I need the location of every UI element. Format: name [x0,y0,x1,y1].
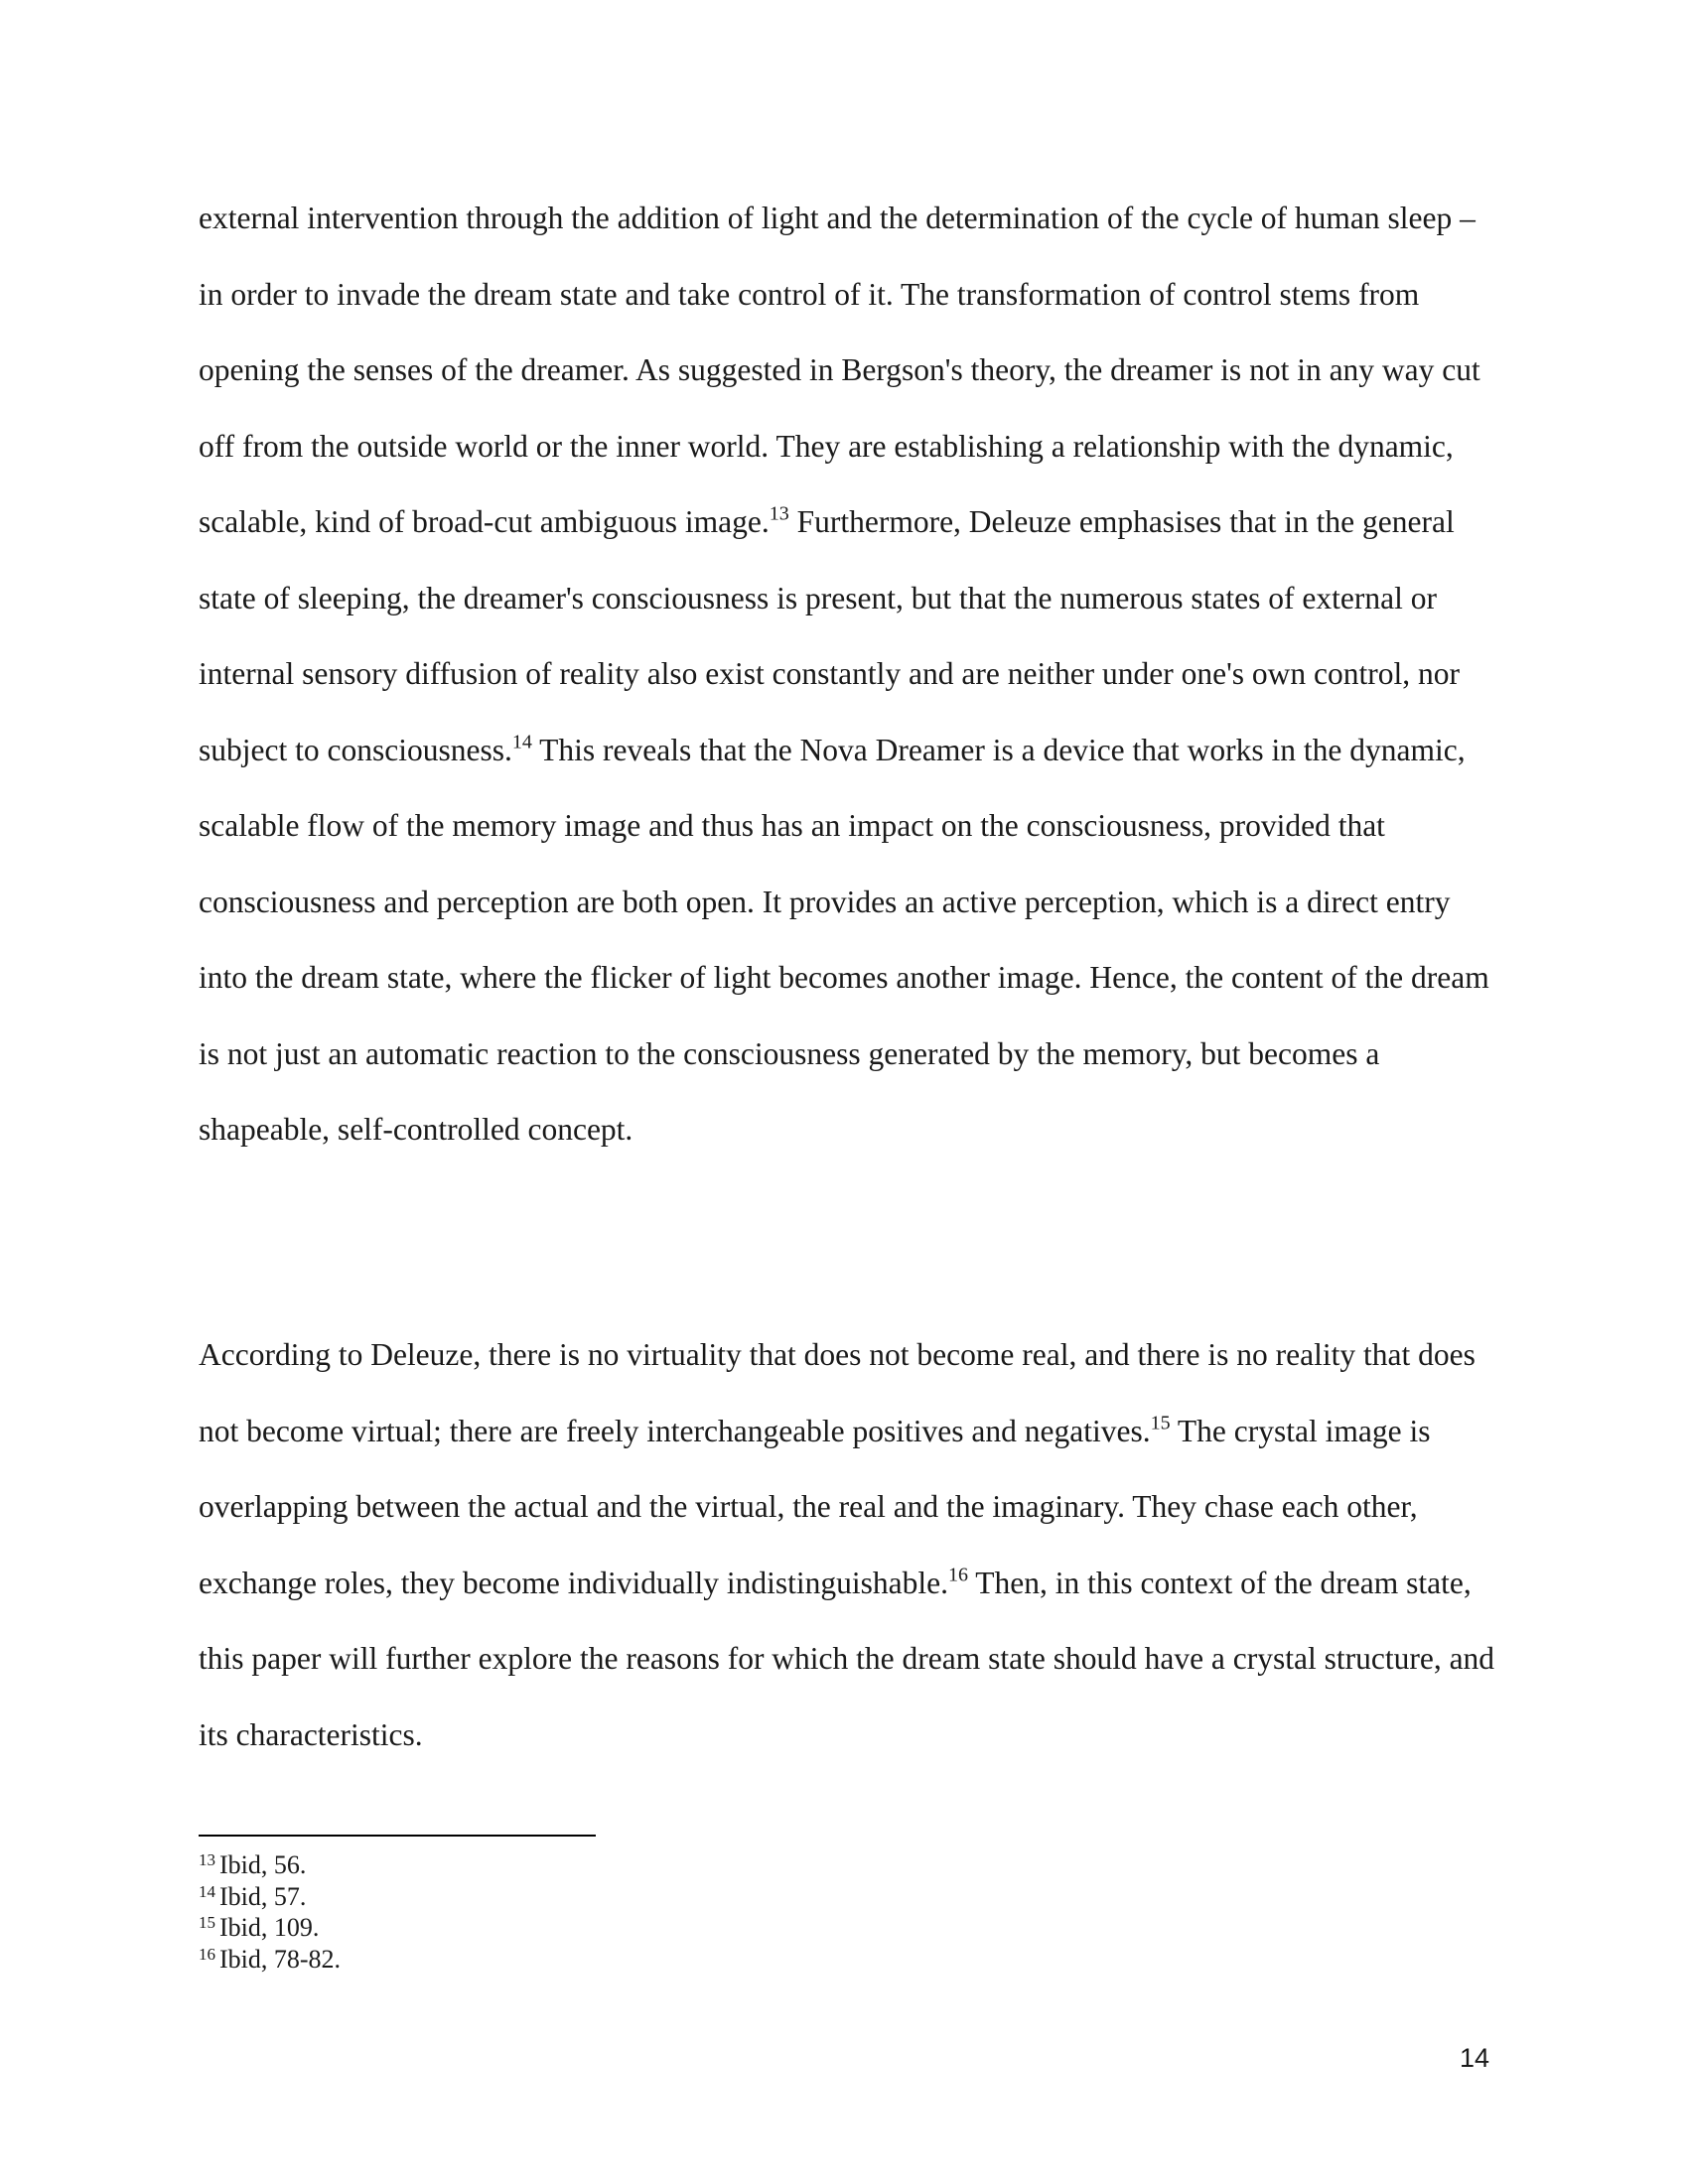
footnote-reference[interactable]: 13 [769,502,789,525]
footnote-number: 14 [199,1881,215,1901]
footnote [199,1849,1092,1881]
paragraph-text: This reveals that the Nova Dreamer is a device that works in the dynamic, scalable flow of the memory image and thus has an impact on the consciousness, provided that consciousness and perception are both open. It provides an active perception, which is a direct entry into the dream state, where the flicker of light becomes another image. Hence, the content of the dream is not just an automatic reaction to the consciousness generated by the memory, but becomes a shapeable, self-controlled concept. [199,732,1489,1147]
paragraph-text: The crystal image is overlapping between the actual and the virtual, the real and the imaginary. They chase each other, exchange roles, they become individually indistinguishable. [199,1413,1431,1600]
footnote [199,1881,1092,1913]
footnote [199,1944,1092,1976]
body-paragraph [199,1317,1499,1773]
footnote-text: Ibid, 56. [219,1850,307,1879]
footnote-reference[interactable]: 16 [947,1564,968,1586]
page-number: 14 [1459,2043,1489,2073]
paragraph-text: Furthermore, Deleuze emphasises that in the general state of sleeping, the dreamer's consciousness is present, but that the numerous states of external or internal sensory diffusion of reality also exist constantly and are neither under one's own control, nor subject to consciousness. [199,504,1461,767]
footnote-number: 15 [199,1913,215,1933]
footnotes-section [199,1849,1092,1975]
footnote-text: Ibid, 57. [219,1881,307,1911]
footnote-number: 13 [199,1850,215,1870]
footnote-text: Ibid, 78-82. [219,1944,342,1974]
footnote-separator [199,1835,596,1837]
paragraph-text: Then, in this context of the dream state, this paper will further explore the reasons for which the dream state should have a crystal structure, and its characteristics. [199,1565,1495,1752]
footnote [199,1912,1092,1944]
body-paragraph [199,181,1499,1168]
footnote-text: Ibid, 109. [219,1913,320,1942]
footnote-reference[interactable]: 15 [1150,1412,1171,1434]
paragraph-text: According to Deleuze, there is no virtuality that does not become real, and there is no reality that does not become virtual; there are freely interchangeable positives and negatives. [199,1337,1476,1448]
footnote-reference[interactable]: 14 [511,731,532,753]
footnote-number: 16 [199,1944,215,1964]
paragraph-text: external intervention through the addition of light and the determination of the cycle of human sleep – in order to invade the dream state and take control of it. The transformation of control stems from opening the senses of the dreamer. As suggested in Bergson's theory, the dreamer is not in any way cut off from the outside world or the inner world. They are establishing a relationship with the dynamic, scalable, kind of broad-cut ambiguous image. [199,201,1480,539]
